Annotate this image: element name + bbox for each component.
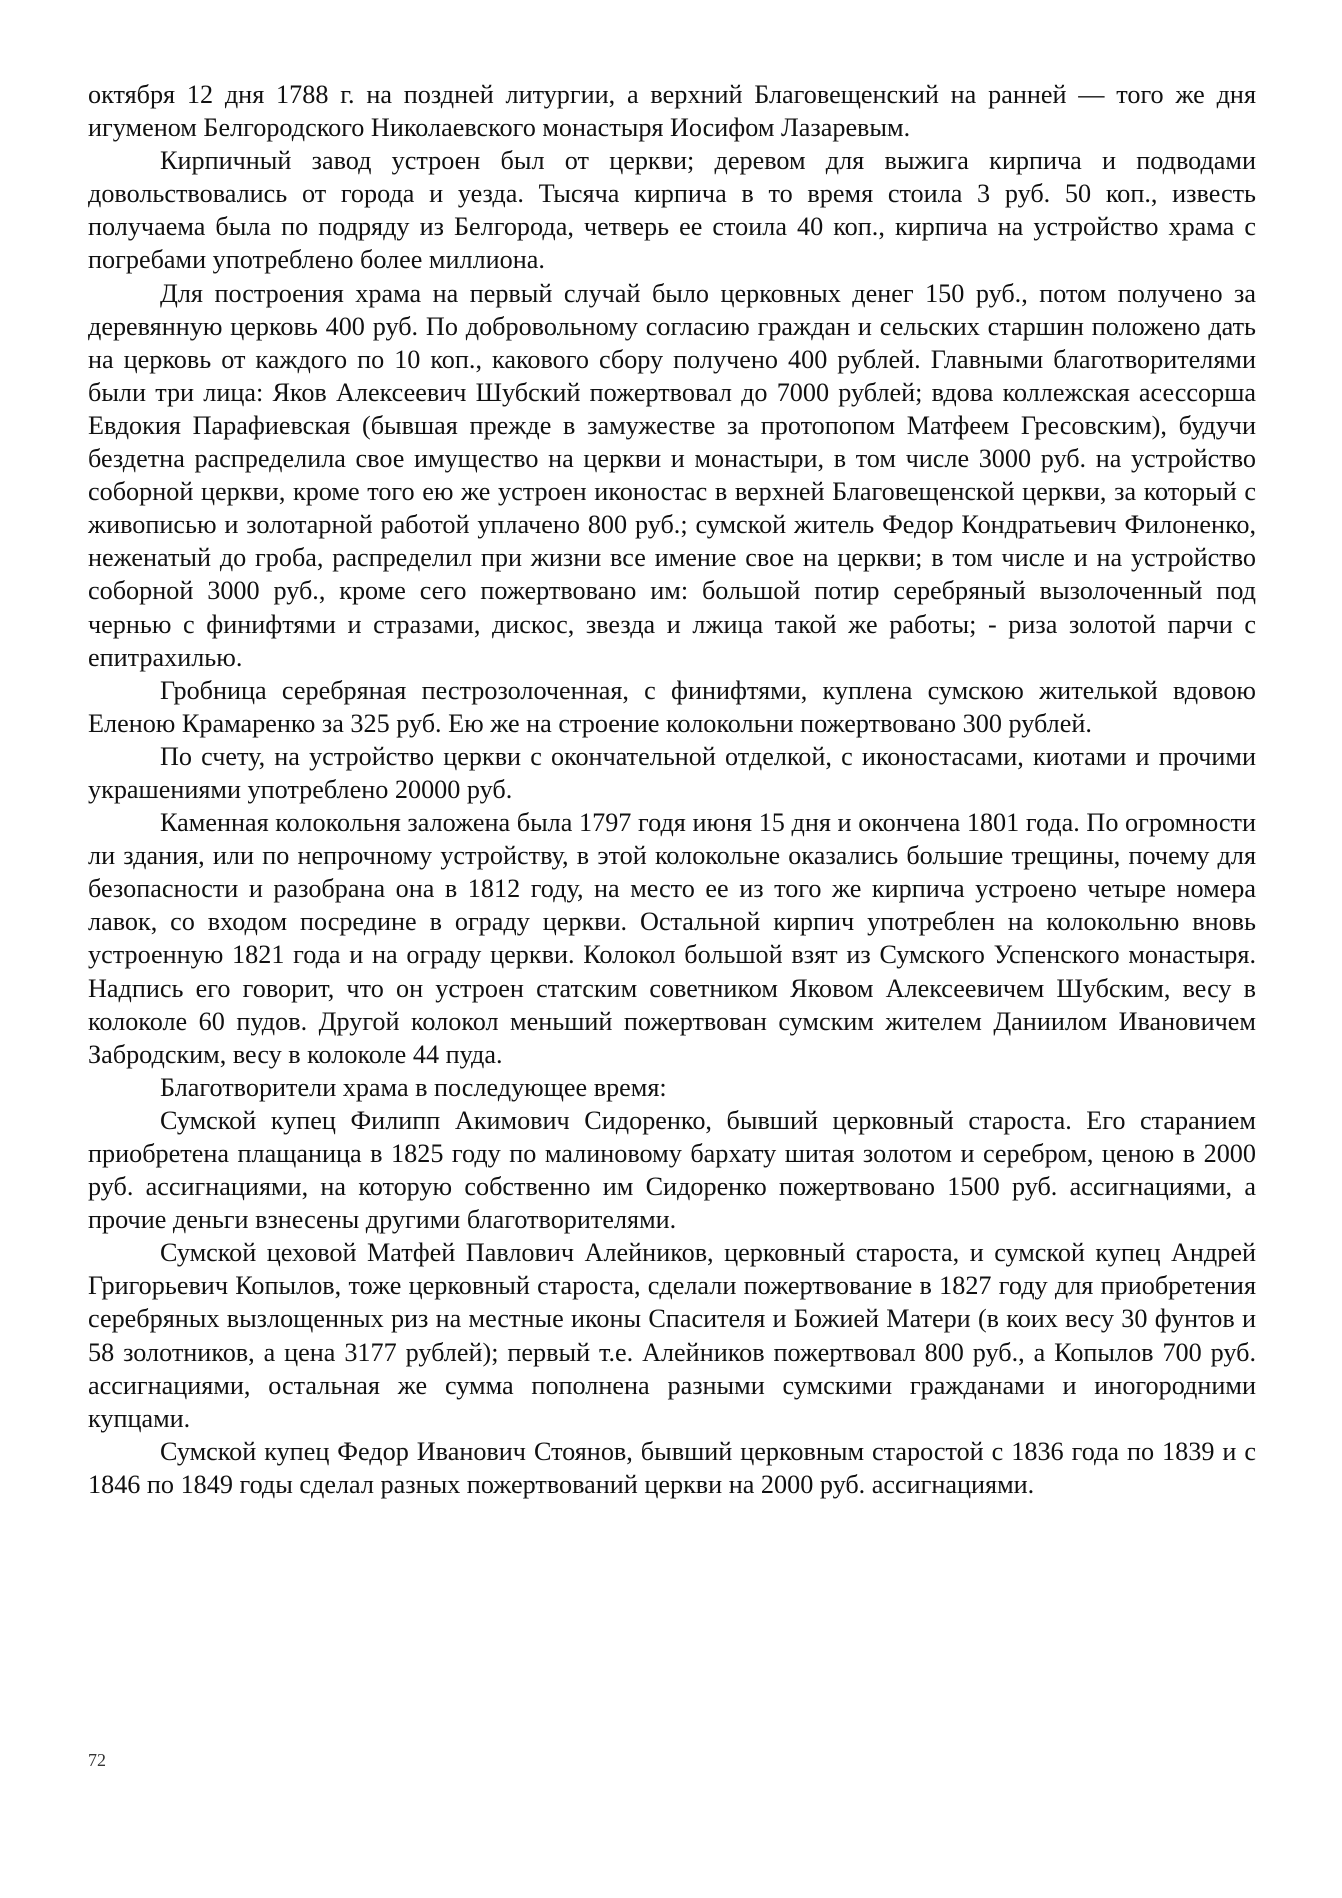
paragraph-brick-factory: Кирпичный завод устроен был от церкви; деревом для выжига кирпича и подводами довольствовались от города и уезда. Тысяча кирпича в то время стоила 3 руб. 50 коп., известь получаема была по подряду из Белгорода, четверь ее стоила 40 коп., кирпича на устройство храма с погребами употреблено более миллиона. — [88, 146, 1256, 275]
paragraph-stoyanov: Сумской купец Федор Иванович Стоянов, бывший церковным старостой с 1836 года по 1839 и с 1846 по 1849 годы сделал разных пожертвований церкви на 2000 руб. ассигнациями. — [88, 1436, 1256, 1499]
document-body — [88, 78, 1256, 1501]
page-number: 72 — [88, 1750, 106, 1770]
paragraph-total-cost: По счету, на устройство церкви с окончательной отделкой, с иконостасами, киотами и прочими украшениями употреблено 20000 руб. — [88, 741, 1256, 804]
paragraph-aleynikov-kopylov: Сумской цеховой Матфей Павлович Алейников, церковный староста, и сумской купец Андрей Григорьевич Копылов, тоже церковный староста, сделали пожертвование в 1827 году для приобретения серебряных вызлощенных риз на местные иконы Спасителя и Божией Матери (в коих весу 30 фунтов и 58 золотников, а цена 3177 рублей); первый т.е. Алейников пожертвовал 800 руб., а Копылов 700 руб. ассигнациями, остальная же сумма пополнена разными сумскими гражданами и иногородними купцами. — [88, 1238, 1256, 1433]
paragraph-sidorenko: Сумской купец Филипп Акимович Сидоренко, бывший церковный староста. Его старанием приобретена плащаница в 1825 году по малиновому бархату шитая золотом и серебром, ценою в 2000 руб. ассигнациями, на которую собственно им Сидоренко пожертвовано 1500 руб. ассигнациями, а прочие деньги взнесены другими благотворителями. — [88, 1105, 1256, 1235]
paragraph-continuation: октября 12 дня 1788 г. на поздней литургии, а верхний Благовещенский на ранней — того же дня игуменом Белгородского Николаевского монастыря Иосифом Лазаревым. — [88, 80, 1256, 143]
paragraph-later-benefactors-heading: Благотворители храма в последующее время: — [160, 1072, 667, 1102]
paragraph-tomb: Гробница серебряная пестрозолоченная, с финифтями, куплена сумскою жителькой вдовою Еленою Крамаренко за 325 руб. Ею же на строение колокольни пожертвовано 300 рублей. — [88, 675, 1256, 738]
paragraph-benefactors: Для построения храма на первый случай было церковных денег 150 руб., потом получено за деревянную церковь 400 руб. По добровольному согласию граждан и сельских старшин положено дать на церковь от каждого по 10 коп., какового сбору получено 400 рублей. Главными благотворителями были три лица: Яков Алексеевич Шубский пожертвовал до 7000 рублей; вдова коллежская асессорша Евдокия Парафиевская (бывшая прежде в замужестве за протопопом Матфеем Гресовским), будучи бездетна распределила свое имущество на церкви и монастыри, в том числе 3000 руб. на устройство соборной церкви, кроме того ею же устроен иконостас в верхней Благовещенской церкви, за который с живописью и золотарной работой уплачено 800 руб.; сумской житель Федор Кондратьевич Филоненко, неженатый до гроба, распределил при жизни все имение свое на церкви; в том числе и на устройство соборной 3000 руб., кроме сего пожертвовано им: большой потир серебряный вызолоченный под чернью с финифтями и стразами, дискос, звезда и лжица такой же работы; - риза золотой парчи с епитрахилью. — [88, 278, 1256, 672]
paragraph-bell-tower: Каменная колокольня заложена была 1797 годя июня 15 дня и окончена 1801 года. По огромности ли здания, или по непрочному устройству, в этой колокольне оказались большие трещины, почему для безопасности и разобрана она в 1812 году, на место ее из того же кирпича устроено четыре номера лавок, со входом посредине в ограду церкви. Остальной кирпич употреблен на колокольню вновь устроенную 1821 года и на ограду церкви. Колокол большой взят из Сумского Успенского монастыря. Надпись его говорит, что он устроен статским советником Яковом Алексеевичем Шубским, весу в колоколе 60 пудов. Другой колокол меньший пожертвован сумским жителем Даниилом Ивановичем Забродским, весу в колоколе 44 пуда. — [88, 808, 1256, 1069]
